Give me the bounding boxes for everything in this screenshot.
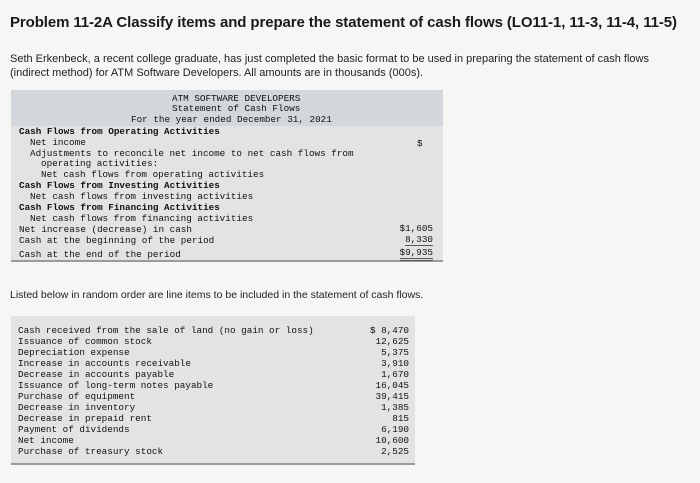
item-label: Decrease in prepaid rent [18, 413, 152, 424]
item-value: 3,910 [381, 358, 409, 369]
statement-line: Net increase (decrease) in cash [19, 224, 192, 235]
item-label: Issuance of long-term notes payable [18, 380, 214, 391]
item-label: Issuance of common stock [18, 336, 152, 347]
line-items-table [11, 316, 415, 465]
item-label: Decrease in inventory [18, 402, 136, 413]
net-income-dollar-sign: $ [417, 138, 423, 149]
statement-period: For the year ended December 31, 2021 [131, 114, 332, 125]
statement-line: Net income [30, 137, 86, 148]
statement-line: Adjustments to reconcile net income to net cash flows from [30, 148, 354, 159]
list-item [11, 446, 415, 457]
company-name: ATM SOFTWARE DEVELOPERS [172, 93, 301, 104]
list-item [11, 369, 415, 380]
list-item [11, 391, 415, 402]
item-label: Decrease in accounts payable [18, 369, 175, 380]
statement-line: Net cash flows from operating activities [41, 169, 265, 180]
problem-title: Problem 11-2A Classify items and prepare the statement of cash flows (LO11-1, 11-3, 11-4, 11-5) [10, 14, 677, 31]
list-item [11, 402, 415, 413]
statement-line: Net cash flows from investing activities [30, 191, 254, 202]
item-label: Purchase of treasury stock [18, 446, 164, 457]
net-increase-amount: $1,605 [399, 223, 433, 234]
statement-line: Cash at the beginning of the period [19, 235, 215, 246]
list-item [11, 336, 415, 347]
list-item [11, 358, 415, 369]
item-value: 1,385 [381, 402, 409, 413]
item-value: 39,415 [375, 391, 409, 402]
list-item [11, 435, 415, 446]
statement-line: Cash Flows from Investing Activities [19, 180, 220, 191]
item-value: 16,045 [375, 380, 409, 391]
cash-flow-statement [11, 90, 443, 262]
list-item [11, 380, 415, 391]
list-item [11, 347, 415, 358]
item-value: 6,190 [381, 424, 409, 435]
item-value: 5,375 [381, 347, 409, 358]
statement-line: Net cash flows from financing activities [30, 213, 254, 224]
cash-end-amount: $9,935 [400, 247, 433, 261]
statement-header [11, 90, 443, 126]
item-label: Increase in accounts receivable [18, 358, 191, 369]
listed-intro: Listed below in random order are line items to be included in the statement of cash flows. [10, 289, 424, 301]
list-item [11, 424, 415, 435]
item-label: Purchase of equipment [18, 391, 136, 402]
item-value: 10,600 [375, 435, 409, 446]
problem-intro: Seth Erkenbeck, a recent college graduate, has just completed the basic format to be used in preparing the statement of cash flows (indirect method) for ATM Software Developers. All amounts are in thousands (000s). [10, 53, 649, 79]
list-item [11, 413, 415, 424]
item-label: Depreciation expense [18, 347, 130, 358]
item-value: 815 [392, 413, 409, 424]
item-value: 1,670 [381, 369, 409, 380]
statement-line: Cash Flows from Operating Activities [19, 126, 220, 137]
statement-line: Cash Flows from Financing Activities [19, 202, 220, 213]
statement-name: Statement of Cash Flows [172, 103, 301, 114]
list-item [11, 325, 415, 336]
item-value: 2,525 [381, 446, 409, 457]
statement-line: Cash at the end of the period [19, 249, 181, 260]
item-value: $ 8,470 [369, 325, 409, 336]
item-value: 12,625 [375, 336, 409, 347]
statement-line: operating activities: [41, 158, 159, 169]
item-label: Cash received from the sale of land (no gain or loss) [18, 325, 314, 336]
cash-beginning-amount: 8,330 [405, 234, 433, 245]
item-label: Net income [18, 435, 74, 446]
item-label: Payment of dividends [18, 424, 130, 435]
